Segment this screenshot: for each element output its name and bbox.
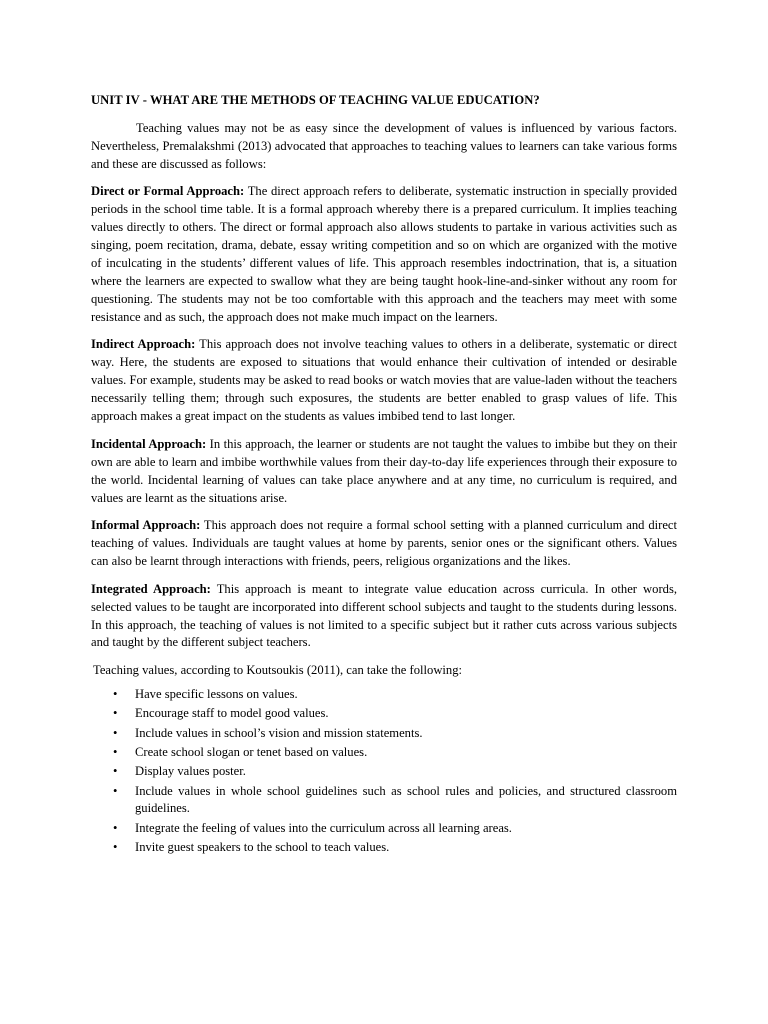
list-item-text: Integrate the feeling of values into the curriculum across all learning areas.: [135, 820, 512, 835]
intro-paragraph: Teaching values may not be as easy since the development of values is influenced by various factors. Nevertheless, Premalakshmi (2013) advocated that approaches to teaching values to learners can take various forms and these are discussed as follows:: [91, 120, 677, 171]
list-item-text: Have specific lessons on values.: [135, 687, 298, 702]
approach-text: This approach is meant to integrate value education across curricula. In other words, selected values to be taught are incorporated into different school subjects and taught to the students during lessons. In this approach, the teaching of values is not limited to a specific subject but it rather cuts across various subjects and taught by the different subject teachers.: [91, 581, 677, 650]
bullet-icon: •: [113, 840, 118, 855]
koutsoukis-paragraph: Teaching values, according to Koutsoukis (2011), can take the following:: [93, 663, 463, 678]
list-item: [91, 725, 677, 743]
bullet-icon: •: [113, 820, 118, 835]
approach-indirect: [91, 336, 677, 426]
list-item: [91, 783, 677, 819]
approach-text: In this approach, the learner or students are not taught the values to imbibe but they on their own are able to learn and imbibe worthwhile values from their day-to-day life experiences through their exposure to the world. Incidental learning of values can take place anywhere and at any time, no curriculum is required, and values are learnt as the situations arise.: [91, 436, 677, 505]
approach-text: This approach does not require a formal school setting with a planned curriculum and direct teaching of values. Individuals are taught values at home by parents, senior ones or the significant others. Values can also be learnt through interactions with friends, peers, religious organizations and the likes.: [91, 518, 677, 569]
approach-heading: Informal Approach:: [91, 518, 201, 533]
approach-incidental: [91, 436, 677, 508]
list-item: [91, 705, 677, 723]
list-item-text: Display values poster.: [135, 764, 246, 779]
list-item-text: Include values in whole school guidelines such as school rules and policies, and structured classroom guidelines.: [135, 783, 677, 816]
list-item: [91, 820, 677, 838]
list-item: [91, 763, 677, 781]
approach-heading: Direct or Formal Approach:: [91, 184, 245, 199]
approach-heading: Indirect Approach:: [91, 337, 196, 352]
approach-text: This approach does not involve teaching values to others in a deliberate, systematic or direct way. Here, the students are exposed to situations that would enhance their cultivation of intended or desirable values. For example, students may be asked to read books or watch movies that are value-laden without the teachers necessarily telling them; through such exposures, the students are better enabled to grasp values of life. This approach makes a great impact on the students as values imbibed tend to last longer.: [91, 337, 677, 424]
bullet-icon: •: [113, 725, 118, 740]
approach-integrated: [91, 581, 677, 653]
list-item-text: Create school slogan or tenet based on values.: [135, 744, 368, 759]
bullet-icon: •: [113, 764, 118, 779]
approach-text: The direct approach refers to deliberate, systematic instruction in specially provided periods in the school time table. It is a formal approach whereby there is a prepared curriculum. It implies teaching values directly to others. The direct or formal approach also allows students to partake in various activities such as singing, poem recitation, drama, debate, essay writing competition and so on which are organized with the motive of inculcating in the students’ different values of life. This approach resembles indoctrination, that is, a situation where the learners are expected to swallow what they are being taught hook-line-and-sinker without any room for questioning. The students may not be too comfortable with this approach and the teachers may meet with some resistance and as such, the approach does not make much impact on the learners.: [91, 184, 678, 324]
list-item: [91, 686, 677, 704]
approach-direct: [91, 183, 677, 326]
unit-title: UNIT IV - WHAT ARE THE METHODS OF TEACHING VALUE EDUCATION?: [91, 93, 540, 107]
approach-informal: [91, 517, 677, 571]
bullet-icon: •: [113, 744, 118, 759]
list-item: [91, 839, 677, 857]
approach-heading: Integrated Approach:: [91, 581, 211, 596]
list-item-text: Encourage staff to model good values.: [135, 706, 329, 721]
bullet-icon: •: [113, 706, 118, 721]
bullet-icon: •: [113, 687, 118, 702]
list-item-text: Invite guest speakers to the school to teach values.: [135, 840, 390, 855]
document-page: [91, 92, 677, 858]
approach-heading: Incidental Approach:: [91, 436, 207, 451]
values-list: [91, 686, 677, 857]
list-item: [91, 744, 677, 762]
list-item-text: Include values in school’s vision and mission statements.: [135, 725, 423, 740]
bullet-icon: •: [113, 783, 118, 798]
